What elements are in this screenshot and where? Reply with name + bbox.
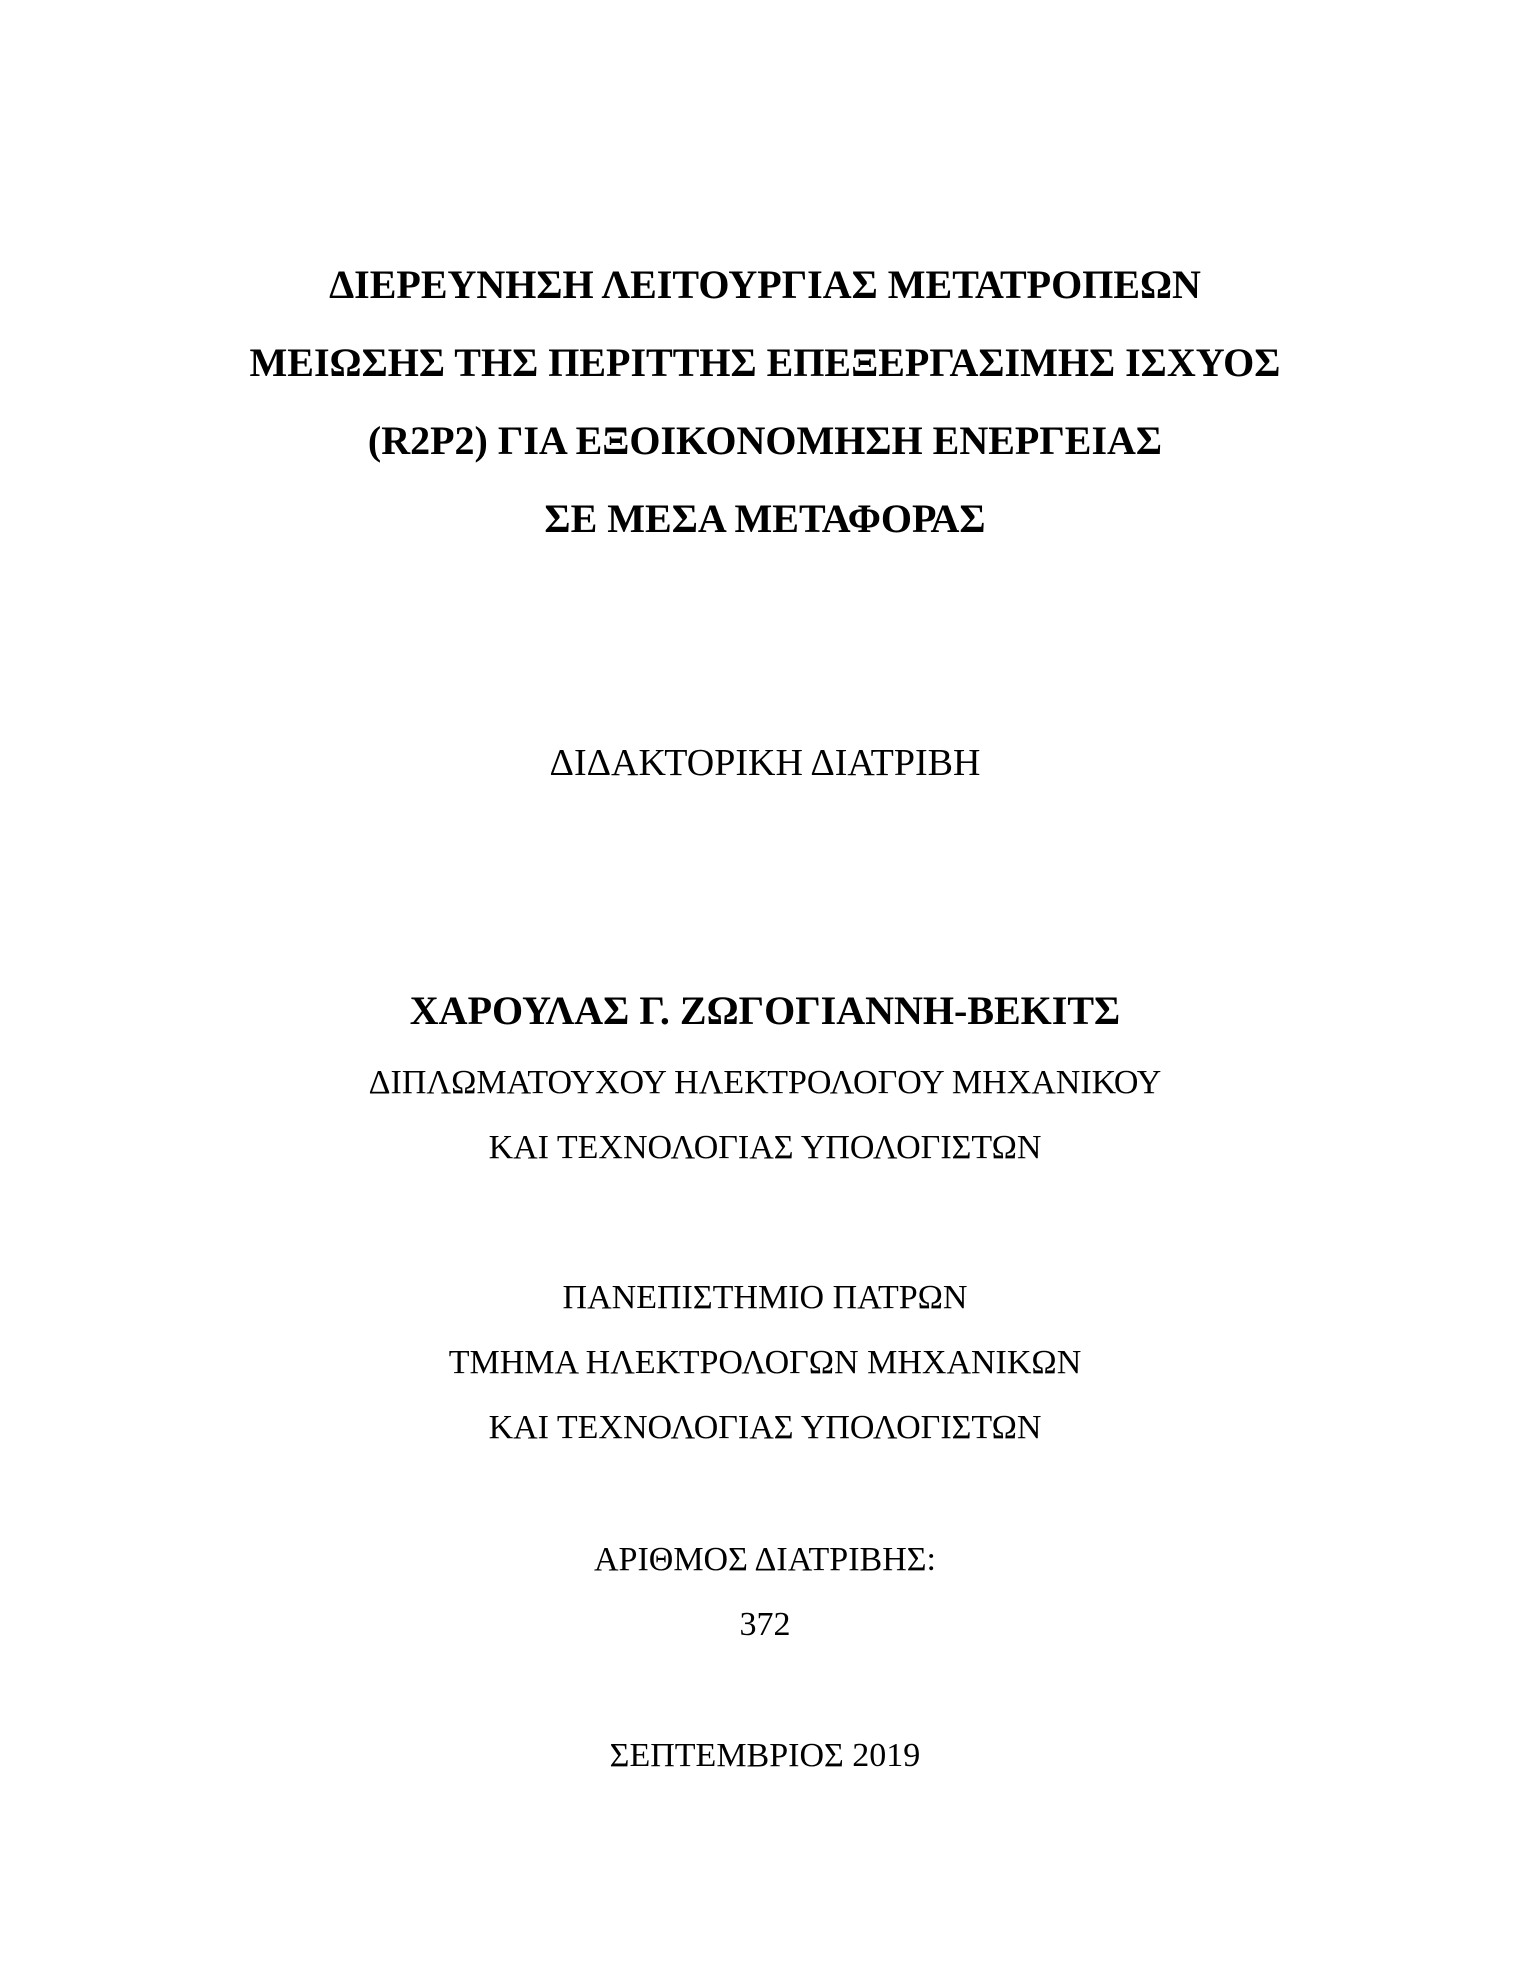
author-degree-line-2: ΚΑΙ ΤΕΧΝΟΛΟΓΙΑΣ ΥΠΟΛΟΓΙΣΤΩΝ [488, 1129, 1042, 1166]
institution-department: ΤΜΗΜΑ ΗΛΕΚΤΡΟΛΟΓΩΝ ΜΗΧΑΝΙΚΩΝ [448, 1344, 1082, 1381]
author-degree-line-1: ΔΙΠΛΩΜΑΤΟΥΧΟΥ ΗΛΕΚΤΡΟΛΟΓΟΥ ΜΗΧΑΝΙΚΟΥ [368, 1064, 1162, 1101]
thesis-title-line-1: ΔΙΕΡΕΥΝΗΣΗ ΛΕΙΤΟΥΡΓΙΑΣ ΜΕΤΑΤΡΟΠΕΩΝ [329, 262, 1201, 307]
thesis-number-label: ΑΡΙΘΜΟΣ ΔΙΑΤΡΙΒΗΣ: [593, 1541, 936, 1578]
thesis-title-line-2: ΜΕΙΩΣΗΣ ΤΗΣ ΠΕΡΙΤΤΗΣ ΕΠΕΞΕΡΓΑΣΙΜΗΣ ΙΣΧΥΟΣ [249, 340, 1281, 385]
thesis-title-line-3: (R2P2) ΓΙΑ ΕΞΟΙΚΟΝΟΜΗΣΗ ΕΝΕΡΓΕΙΑΣ [367, 418, 1163, 463]
author-name: ΧΑΡΟΥΛΑΣ Γ. ΖΩΓΟΓΙΑΝΝΗ-ΒΕΚΙΤΣ [409, 988, 1121, 1033]
institution-department-line-2: ΚΑΙ ΤΕΧΝΟΛΟΓΙΑΣ ΥΠΟΛΟΓΙΣΤΩΝ [488, 1409, 1042, 1446]
thesis-number-value: 372 [739, 1606, 791, 1643]
institution-university: ΠΑΝΕΠΙΣΤΗΜΙΟ ΠΑΤΡΩΝ [562, 1279, 968, 1316]
date: ΣΕΠΤΕΜΒΡΙΟΣ 2019 [609, 1737, 921, 1774]
thesis-title-line-4: ΣΕ ΜΕΣΑ ΜΕΤΑΦΟΡΑΣ [544, 496, 986, 541]
document-type: ΔΙΔΑΚΤΟΡΙΚΗ ΔΙΑΤΡΙΒΗ [549, 742, 981, 784]
